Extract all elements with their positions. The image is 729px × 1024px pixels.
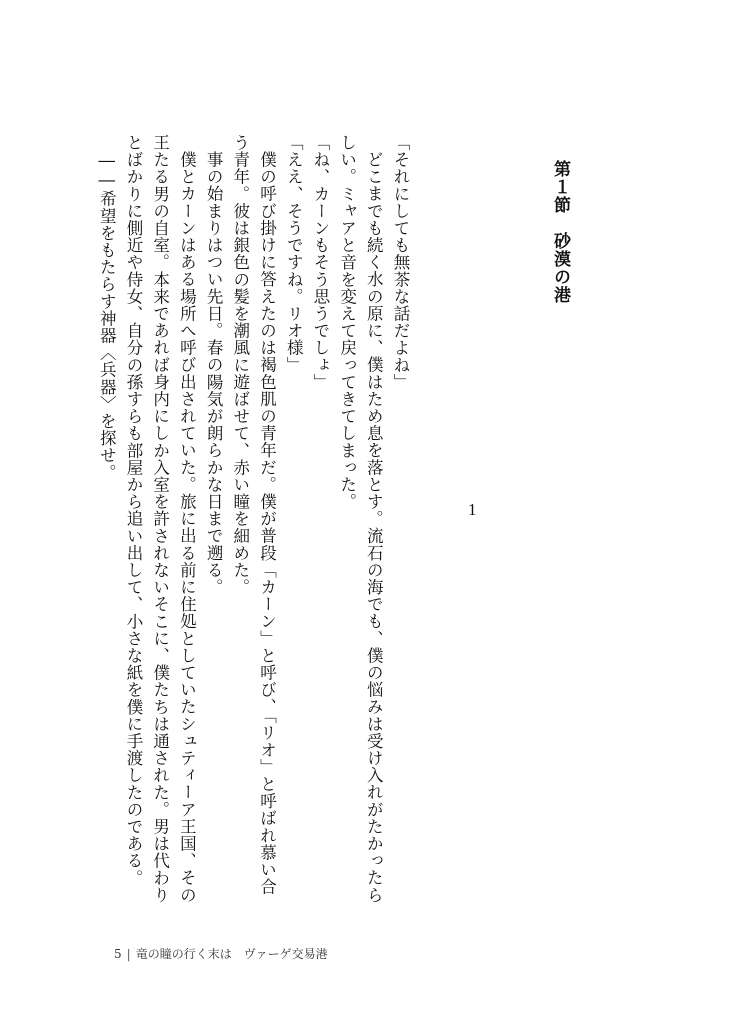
paragraph-narration: 事の始まりはつい先日。春の陽気が朗らかな日まで遡る。 [204, 150, 224, 596]
book-title: 竜の瞳の行く末は ヴァーゲ交易港 [135, 947, 328, 961]
body-text [93, 134, 413, 904]
paragraph-quote: ――希望をもたらす神器〈兵器〉を探せ。 [97, 150, 117, 481]
page-footer [114, 945, 328, 962]
chapter-title: 第１節 砂漠の港 [550, 160, 570, 304]
paragraph-narration: 僕の呼び掛けに答えたのは褐色肌の青年だ。僕が普段「カーン」と呼び、「リオ」と呼ばれ慕い合う青年。彼は銀色の髪を潮風に遊ばせて、赤い瞳を細めた。 [230, 134, 277, 895]
paragraph-narration: 僕とカーンはある場所へ呼び出されていた。旅に出る前に住処としていたシュティーア王国、その王たる男の自室。本来であれば身内にしか入室を許されないそこに、僕たちは通された。男は代わりとばかりに側近や侍女、自分の孫すらも部屋から追い出して、小さな紙を僕に手渡したのである。 [123, 134, 197, 904]
page-number: 5 [114, 947, 122, 961]
paragraph-dialogue: 「それにしても無茶な話だよね」 [391, 134, 410, 391]
paragraph-dialogue: 「ええ、そうですね。リオ様」 [284, 134, 304, 374]
section-number: 1 [468, 500, 477, 519]
paragraph-narration: どこまでも続く水の原に、僕はため息を落とす。流石の海でも、僕の悩みは受け入れがたかったらしい。ミャアと音を変えて戻ってきてしまった。 [337, 134, 384, 903]
footer-separator: | [126, 947, 131, 961]
paragraph-dialogue: 「ね、カーンもそう思うでしょ」 [310, 134, 330, 391]
